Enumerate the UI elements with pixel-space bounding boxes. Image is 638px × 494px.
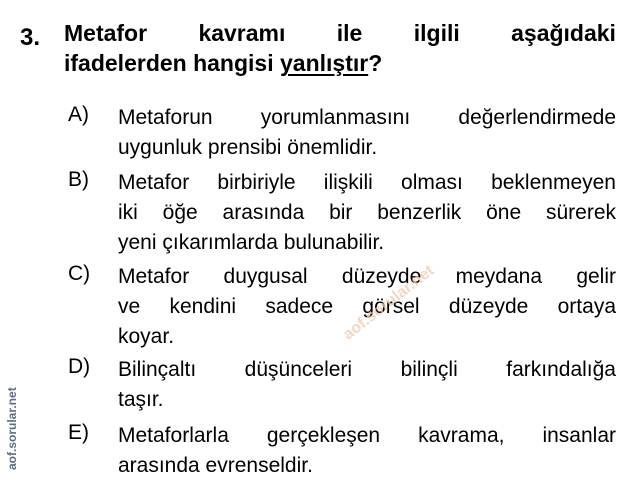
option-line: Metaforlarla gerçekleşen kavrama, insanlar: [118, 424, 616, 447]
option-line: arasında evrenseldir.: [118, 454, 313, 477]
option-line: taşır.: [118, 388, 164, 411]
watermark-side: aof.sorular.net: [5, 387, 19, 470]
stem-text: ifadelerden hangisi: [64, 50, 280, 76]
stem-word: ilgili: [413, 20, 460, 46]
option-text: [118, 262, 616, 352]
option-text: [118, 421, 616, 481]
option-text: [118, 103, 616, 163]
stem-word: ile: [336, 20, 363, 46]
option-line: Metafor birbiriyle ilişkili olması beklenmeyen: [118, 171, 616, 194]
option-line: ve kendini sadece görsel düzeyde ortaya: [118, 295, 616, 318]
stem-word: aşağıdaki: [511, 20, 616, 46]
question-stem: [64, 18, 616, 78]
option-text: [118, 168, 616, 258]
option-line: yeni çıkarımlarda bulunabilir.: [118, 231, 385, 254]
question-number: 3.: [20, 24, 41, 51]
option-letter: D): [68, 355, 91, 378]
stem-word: kavramı: [198, 20, 286, 46]
question-stem-line-2: [64, 48, 616, 78]
option-letter: A): [68, 103, 89, 126]
stem-question-mark: ?: [368, 50, 383, 76]
option-line: iki öğe arasında bir benzerlik öne sürerek: [118, 201, 616, 224]
option-line: Bilinçaltı düşünceleri bilinçli farkındalığa: [118, 358, 616, 381]
option-line: Metafor duygusal düzeyde meydana gelir: [118, 265, 616, 288]
option-text: [118, 355, 616, 415]
question-stem-line-1: [64, 18, 616, 48]
option-letter: E): [68, 421, 89, 444]
option-line: Metaforun yorumlanmasını değerlendirmede: [118, 106, 616, 129]
watermark-center: aof.sorular.net: [340, 262, 438, 344]
option-letter: C): [68, 262, 91, 285]
stem-emphasis: yanlıştır: [280, 50, 369, 76]
stem-word: Metafor: [64, 20, 148, 46]
option-line: uygunluk prensibi önemlidir.: [118, 136, 378, 159]
option-line: koyar.: [118, 325, 175, 348]
option-letter: B): [68, 168, 89, 191]
